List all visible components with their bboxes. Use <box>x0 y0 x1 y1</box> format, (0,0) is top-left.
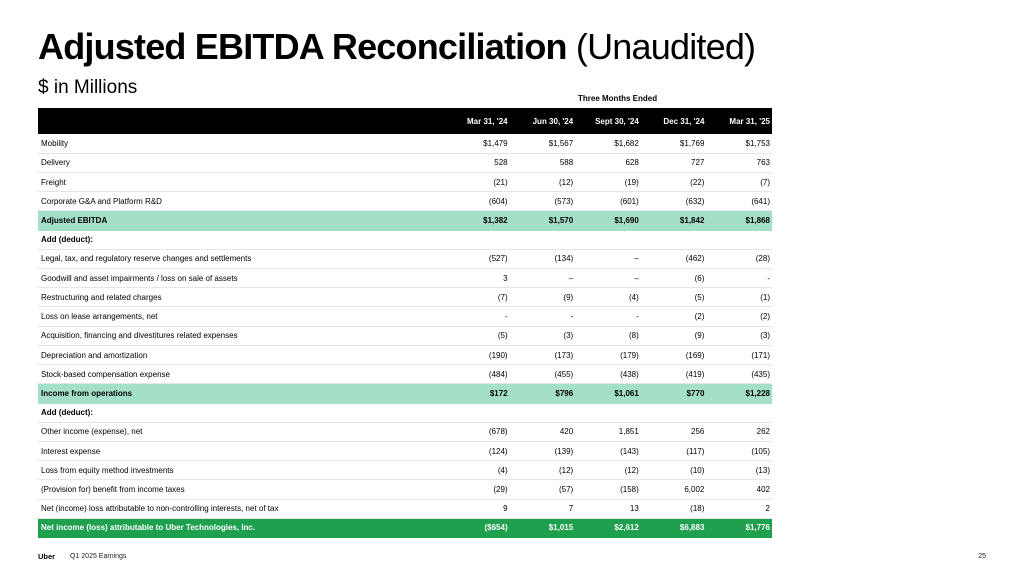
value-cell: (632) <box>641 192 707 211</box>
value-cell: (124) <box>444 442 510 461</box>
value-cell: (8) <box>575 326 641 345</box>
table-row <box>38 480 772 499</box>
value-cell: (21) <box>444 172 510 191</box>
table-header-row <box>38 108 772 134</box>
value-cell: (57) <box>510 480 576 499</box>
value-cell: (22) <box>641 172 707 191</box>
row-label: Freight <box>38 172 444 191</box>
value-cell: (169) <box>641 345 707 364</box>
row-label: Stock-based compensation expense <box>38 365 444 384</box>
row-label: Add (deduct): <box>38 230 444 249</box>
title-main: Adjusted EBITDA Reconciliation <box>38 26 567 67</box>
table-row <box>38 192 772 211</box>
value-cell: (5) <box>444 326 510 345</box>
table-row <box>38 288 772 307</box>
table-row <box>38 134 772 153</box>
value-cell: $770 <box>641 384 707 403</box>
row-label: Loss on lease arrangements, net <box>38 307 444 326</box>
row-label: Goodwill and asset impairments / loss on sale of assets <box>38 269 444 288</box>
value-cell: 13 <box>575 499 641 518</box>
value-cell: $1,868 <box>706 211 772 230</box>
value-cell: (173) <box>510 345 576 364</box>
header-cell-period: Sept 30, '24 <box>595 116 639 126</box>
row-label: Depreciation and amortization <box>38 345 444 364</box>
value-cell: (143) <box>575 442 641 461</box>
table-row <box>38 518 772 537</box>
value-cell: 262 <box>706 422 772 441</box>
value-cell: $2,612 <box>575 518 641 537</box>
value-cell: (419) <box>641 365 707 384</box>
value-cell: ($654) <box>444 518 510 537</box>
value-cell: - <box>444 307 510 326</box>
value-cell <box>444 403 510 422</box>
title-qualifier: (Unaudited) <box>575 26 756 67</box>
value-cell: (462) <box>641 249 707 268</box>
row-label: Income from operations <box>38 384 444 403</box>
value-cell: (7) <box>444 288 510 307</box>
value-cell: $1,570 <box>510 211 576 230</box>
value-cell: (9) <box>510 288 576 307</box>
row-label: Corporate G&A and Platform R&D <box>38 192 444 211</box>
value-cell: (4) <box>444 461 510 480</box>
table-row <box>38 461 772 480</box>
row-label: Restructuring and related charges <box>38 288 444 307</box>
value-cell: $1,769 <box>641 134 707 153</box>
value-cell: $1,479 <box>444 134 510 153</box>
value-cell: 420 <box>510 422 576 441</box>
page-subtitle: $ in Millions <box>38 77 138 98</box>
value-cell: (190) <box>444 345 510 364</box>
value-cell: (139) <box>510 442 576 461</box>
value-cell: $1,382 <box>444 211 510 230</box>
header-cell-period: Jun 30, '24 <box>532 116 574 126</box>
value-cell: $1,015 <box>510 518 576 537</box>
value-cell: (601) <box>575 192 641 211</box>
table-row <box>38 211 772 230</box>
value-cell: (3) <box>510 326 576 345</box>
value-cell <box>641 230 707 249</box>
value-cell: $1,842 <box>641 211 707 230</box>
row-label: Loss from equity method investments <box>38 461 444 480</box>
header-cell-period: Mar 31, '24 <box>467 116 508 126</box>
value-cell: (5) <box>641 288 707 307</box>
table-row <box>38 307 772 326</box>
value-cell: (13) <box>706 461 772 480</box>
value-cell: $1,690 <box>575 211 641 230</box>
reconciliation-table <box>38 108 772 538</box>
value-cell: (641) <box>706 192 772 211</box>
value-cell <box>444 230 510 249</box>
value-cell: (3) <box>706 326 772 345</box>
table-row <box>38 384 772 403</box>
uber-logo: Uber <box>38 552 56 561</box>
header-cell-label <box>38 108 444 134</box>
value-cell: (9) <box>641 326 707 345</box>
value-cell <box>706 230 772 249</box>
value-cell: 628 <box>575 153 641 172</box>
value-cell: $1,061 <box>575 384 641 403</box>
row-label: Acquisition, financing and divestitures related expenses <box>38 326 444 345</box>
value-cell: (134) <box>510 249 576 268</box>
value-cell <box>510 230 576 249</box>
value-cell <box>706 403 772 422</box>
value-cell: (435) <box>706 365 772 384</box>
value-cell: (527) <box>444 249 510 268</box>
value-cell: 1,851 <box>575 422 641 441</box>
table-row <box>38 365 772 384</box>
value-cell: – <box>510 269 576 288</box>
value-cell: (179) <box>575 345 641 364</box>
value-cell: (12) <box>510 461 576 480</box>
value-cell: (678) <box>444 422 510 441</box>
value-cell: $796 <box>510 384 576 403</box>
value-cell: (18) <box>641 499 707 518</box>
table-row <box>38 230 772 249</box>
value-cell: – <box>575 249 641 268</box>
value-cell: (7) <box>706 172 772 191</box>
table-row <box>38 499 772 518</box>
table-row <box>38 345 772 364</box>
value-cell: - <box>575 307 641 326</box>
value-cell: 402 <box>706 480 772 499</box>
row-label: Add (deduct): <box>38 403 444 422</box>
value-cell: 528 <box>444 153 510 172</box>
value-cell: 727 <box>641 153 707 172</box>
row-label: Legal, tax, and regulatory reserve changes and settlements <box>38 249 444 268</box>
value-cell: (573) <box>510 192 576 211</box>
table-row <box>38 422 772 441</box>
value-cell: (158) <box>575 480 641 499</box>
value-cell: (438) <box>575 365 641 384</box>
row-label: Adjusted EBITDA <box>38 211 444 230</box>
value-cell <box>575 403 641 422</box>
value-cell: (4) <box>575 288 641 307</box>
table-row <box>38 269 772 288</box>
value-cell: 7 <box>510 499 576 518</box>
row-label: Interest expense <box>38 442 444 461</box>
table-row <box>38 249 772 268</box>
column-group-header: Three Months Ended <box>578 94 658 103</box>
table-row <box>38 326 772 345</box>
value-cell <box>575 230 641 249</box>
value-cell <box>510 403 576 422</box>
row-label: Other income (expense), net <box>38 422 444 441</box>
value-cell: (2) <box>641 307 707 326</box>
value-cell: (19) <box>575 172 641 191</box>
header-cell-period: Dec 31, '24 <box>663 116 705 126</box>
value-cell: (28) <box>706 249 772 268</box>
value-cell: $1,567 <box>510 134 576 153</box>
value-cell: - <box>510 307 576 326</box>
value-cell: (6) <box>641 269 707 288</box>
value-cell: - <box>706 269 772 288</box>
value-cell: (105) <box>706 442 772 461</box>
page-title <box>38 26 755 68</box>
value-cell: $172 <box>444 384 510 403</box>
row-label: Net income (loss) attributable to Uber Technologies, Inc. <box>38 518 444 537</box>
value-cell: 588 <box>510 153 576 172</box>
value-cell: (10) <box>641 461 707 480</box>
table-body <box>38 134 772 538</box>
page-number: 25 <box>978 553 986 560</box>
value-cell: $1,228 <box>706 384 772 403</box>
value-cell: (117) <box>641 442 707 461</box>
row-label: Net (income) loss attributable to non-controlling interests, net of tax <box>38 499 444 518</box>
value-cell: (29) <box>444 480 510 499</box>
value-cell: 763 <box>706 153 772 172</box>
value-cell: 2 <box>706 499 772 518</box>
value-cell: 9 <box>444 499 510 518</box>
value-cell: (2) <box>706 307 772 326</box>
table-row <box>38 153 772 172</box>
value-cell: – <box>575 269 641 288</box>
table-row <box>38 403 772 422</box>
value-cell <box>641 403 707 422</box>
table-row <box>38 442 772 461</box>
table-row <box>38 172 772 191</box>
value-cell: (484) <box>444 365 510 384</box>
value-cell: 256 <box>641 422 707 441</box>
value-cell: $1,776 <box>706 518 772 537</box>
value-cell: $6,883 <box>641 518 707 537</box>
footer-label: Q1 2025 Earnings <box>70 553 127 560</box>
value-cell: (171) <box>706 345 772 364</box>
row-label: (Provision for) benefit from income taxes <box>38 480 444 499</box>
value-cell: (1) <box>706 288 772 307</box>
value-cell: (455) <box>510 365 576 384</box>
header-cell-period: Mar 31, '25 <box>729 116 770 126</box>
value-cell: (12) <box>575 461 641 480</box>
value-cell: $1,682 <box>575 134 641 153</box>
value-cell: $1,753 <box>706 134 772 153</box>
value-cell: 3 <box>444 269 510 288</box>
value-cell: (12) <box>510 172 576 191</box>
row-label: Mobility <box>38 134 444 153</box>
value-cell: (604) <box>444 192 510 211</box>
row-label: Delivery <box>38 153 444 172</box>
value-cell: 6,002 <box>641 480 707 499</box>
